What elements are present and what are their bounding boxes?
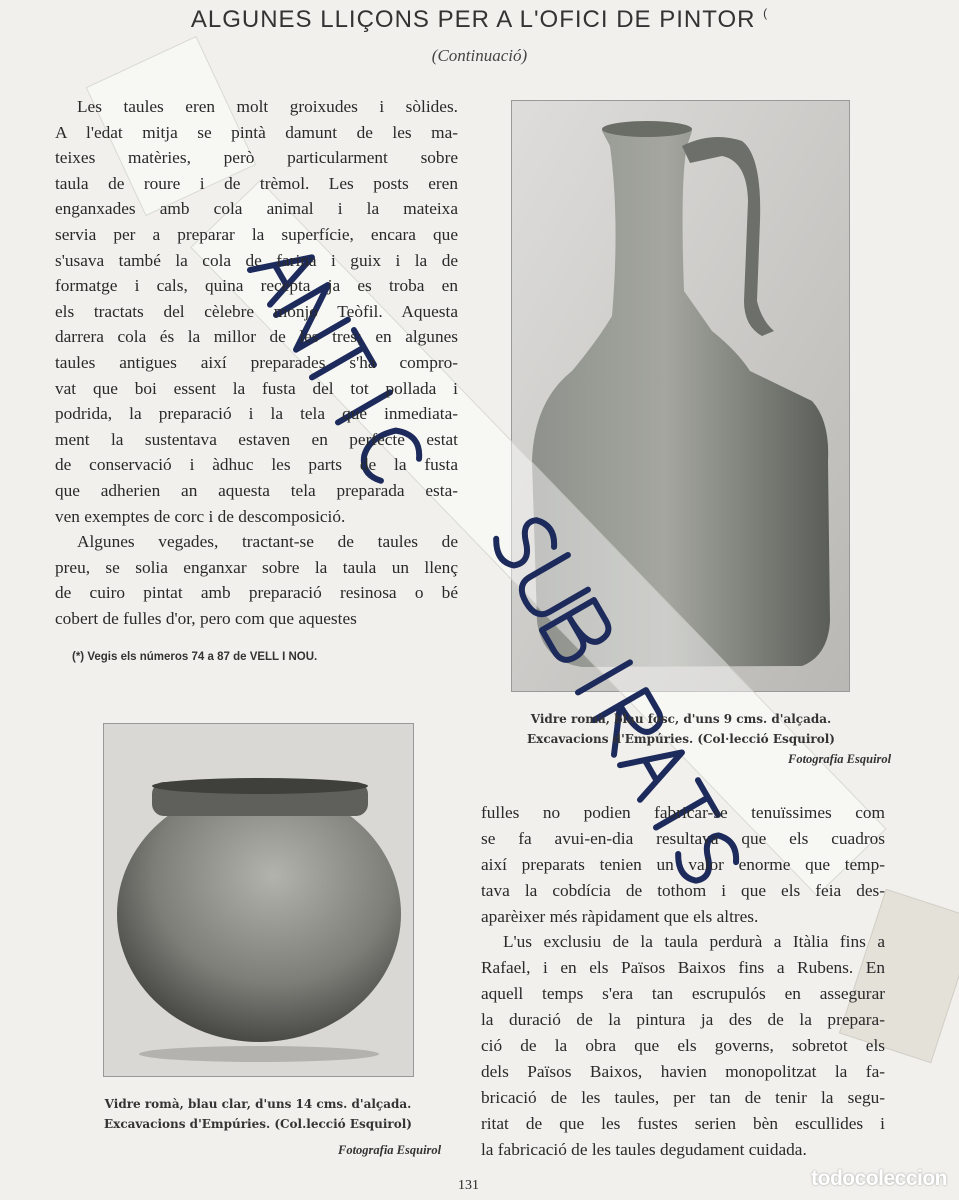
text-line: enganxades amb cola animal i la mateixa [55,199,458,219]
text-line: la duració de la pintura ja des de la prepara- [481,1010,885,1030]
left-figure-caption-line1: Vidre romà, blau clar, d'uns 14 cms. d'alçada. [104,1097,412,1111]
text-line: tava la cobdícia de tothom i que els feia des- [481,880,885,900]
text-line: de cuiro pintat amb preparació resinosa o bé [55,583,458,603]
right-figure-caption-line1: Vidre romà, blau fosc, d'uns 9 cms. d'alçada. [530,712,832,726]
text-line: així preparats tenien un valor enorme que temp- [481,854,885,874]
text-line: formatge i cals, quina recepta ja es troba en [55,276,458,296]
text-line: vat que boi essent la fusta del tot pollada i [55,378,458,398]
right-text-column [481,800,885,1162]
text-line: taules antigues així preparades s'ha compro- [55,352,458,372]
text-line: ritat de que les fustes serien bèn escullides i [481,1113,885,1133]
text-line: de conservació i àdhuc les parts de la fusta [55,455,458,475]
text-line: Rafael, i en els Països Baixos fins a Rubens. En [481,958,885,978]
title-footnote-mark: ( [763,6,769,20]
text-line: se fa avui-en-dia resultava que els cuadros [481,828,885,848]
article-title: ALGUNES LLIÇONS PER A L'OFICI DE PINTOR ( [190,6,769,33]
text-line: fulles no podien fabricar-se tenuïssimes com [481,803,885,822]
footnote: (*) Vegis els números 74 a 87 de VELL I NOU. [72,651,318,663]
watermark: todocoleccion [811,1167,947,1190]
text-line: dels Països Baixos, havien monopolitzat la fa- [481,1061,885,1081]
text-line: A l'edat mitja se pintà damunt de les ma- [55,122,458,142]
article-subtitle: (Continuació) [431,46,528,65]
text-line: aparèixer més ràpidament que els altres. [481,906,759,926]
page-number: 131 [458,1178,479,1193]
text-line: ment la sustentava estaven en perfecte estat [55,429,458,449]
text-line: cobert de fulles d'or, pero com que aquestes [55,608,357,628]
text-line: L'us exclusiu de la taula perdurà a Itàlia fins a [503,932,885,952]
text-line: ven exemptes de corc i de descomposició. [55,506,346,526]
text-line: s'usava també la cola de farina i guix i la de [55,250,458,270]
text-line: podrida, la preparació i la tela que inmediata- [55,404,458,424]
text-line: que adherien an aquesta tela preparada esta- [55,480,458,500]
text-line: Algunes vegades, tractant-se de taules de [77,532,458,552]
left-figure-caption-line2: Excavacions d'Empúries. (Col.lecció Esquirol) [104,1117,412,1131]
text-line: aquell temps s'era tan escrupulós en assegurar [481,984,885,1004]
text-line: la fabricació de les taules degudament cuidada. [481,1139,807,1159]
text-line: els tractats del cèlebre monjo Teòfil. Aquesta [55,301,458,321]
text-line: Les taules eren molt groixudes i sòlides. [77,97,458,116]
text-line: servia per a preparar la superfície, encara que [55,224,458,244]
left-text-column [55,94,458,631]
text-line: ció de la obra que els governs, sobretot els [481,1036,885,1056]
text-line: bricació de les taules, per tan de tenir la segu- [481,1087,885,1107]
text-line: teixes matèries, però particularment sobre [55,148,458,168]
right-figure-caption-line2: Excavacions d'Empúries. (Col·lecció Esquirol) [527,732,835,746]
right-figure-credit: Fotografia Esquirol [788,752,892,766]
photo-light-blue-roman-glass-pot [103,723,414,1077]
text-line: darrera cola és la millor de les tres; en algunes [55,327,458,347]
left-figure-credit: Fotografia Esquirol [338,1143,442,1157]
text-line: preu, se solia enganxar sobre la taula un llenç [55,557,458,577]
pot-illustration [104,724,413,1076]
text-line: taula de roure i de trèmol. Les posts eren [55,173,458,193]
